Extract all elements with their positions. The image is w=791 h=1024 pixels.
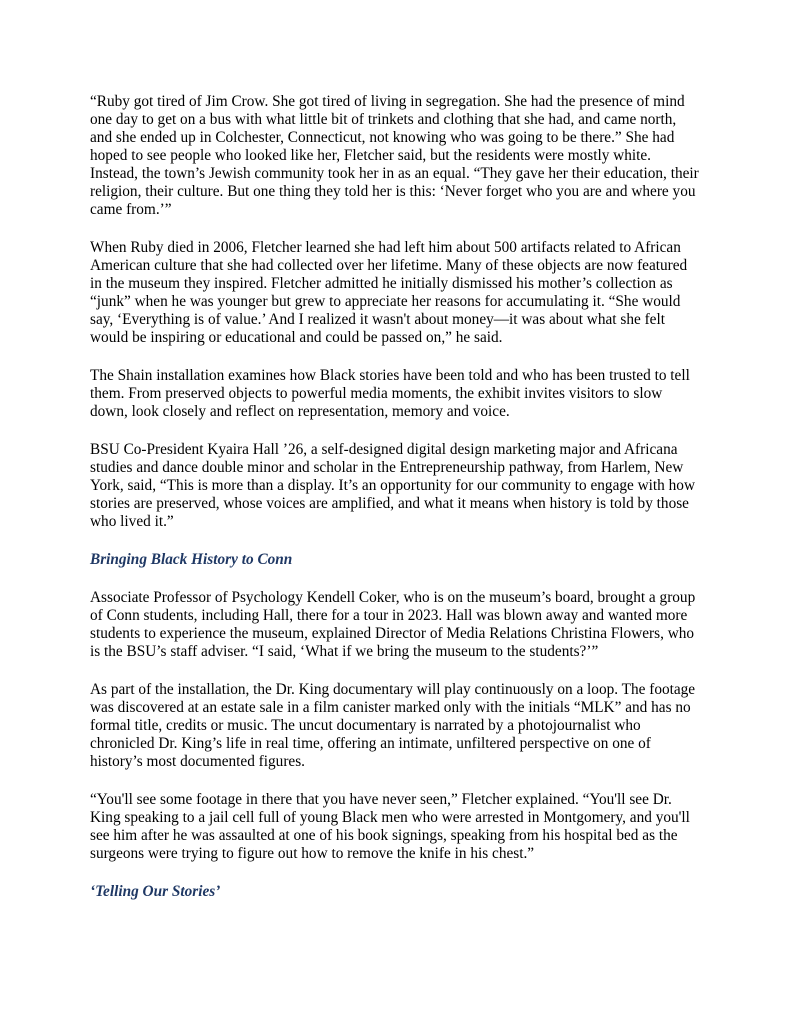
section-heading-bringing-black-history: Bringing Black History to Conn — [90, 551, 293, 568]
paragraph-bsu-copresident: BSU Co-President Kyaira Hall ’26, a self-designed digital design marketing major and Africana studies and dance double minor and scholar in the Entrepreneurship pathway, from Harlem, New York, said, “This is more than a display. It’s an opportunity for our community to engage with how stories are preserved, whose voices are amplified, and what it means when history is told by those who lived it.” — [90, 441, 695, 530]
paragraph-ruby-quote: “Ruby got tired of Jim Crow. She got tired of living in segregation. She had the presence of mind one day to get on a bus with what little bit of trinkets and clothing that she had, and came north, and she ended up in Colchester, Connecticut, not knowing who was going to be there.” She had hoped to see people who looked like her, Fletcher said, but the residents were mostly white. Instead, the town’s Jewish community took her in as an equal. “They gave her their education, their religion, their culture. But one thing they told her is this: ‘Never forget who you are and where you came from.’” — [90, 93, 699, 218]
paragraph-king-documentary: As part of the installation, the Dr. King documentary will play continuously on a loop. The footage was discovered at an estate sale in a film canister marked only with the initials “MLK” and has no formal title, credits or music. The uncut documentary is narrated by a photojournalist who chronicled Dr. King’s life in real time, offering an intimate, unfiltered perspective on one of history’s most documented figures. — [90, 681, 696, 770]
paragraph-shain-installation: The Shain installation examines how Black stories have been told and who has been trusted to tell them. From preserved objects to powerful media moments, the exhibit invites visitors to slow down, look closely and reflect on representation, memory and voice. — [90, 367, 690, 420]
paragraph-professor-coker: Associate Professor of Psychology Kendell Coker, who is on the museum’s board, brought a group of Conn students, including Hall, there for a tour in 2023. Hall was blown away and wanted more students to experience the museum, explained Director of Media Relations Christina Flowers, who is the BSU’s staff adviser. “I said, ‘What if we bring the museum to the students?’” — [90, 589, 696, 660]
paragraph-fletcher-footage: “You'll see some footage in there that you have never seen,” Fletcher explained. “You'll see Dr. King speaking to a jail cell full of young Black men who were arrested in Montgomery, and you'll see him after he was assaulted at one of his book signings, speaking from his hospital bed as the surgeons were trying to figure out how to remove the knife in his chest.” — [90, 791, 690, 862]
article-text — [90, 93, 701, 901]
section-heading-telling-our-stories: ‘Telling Our Stories’ — [90, 883, 221, 900]
paragraph-ruby-artifacts: When Ruby died in 2006, Fletcher learned she had left him about 500 artifacts related to African American culture that she had collected over her lifetime. Many of these objects are now featured in the museum they inspired. Fletcher admitted he initially dismissed his mother’s collection as “junk” when he was younger but grew to appreciate her reasons for accumulating it. “She would say, ‘Everything is of value.’ And I realized it wasn't about money—it was about what she felt would be inspiring or educational and could be passed on,” he said. — [90, 239, 688, 346]
